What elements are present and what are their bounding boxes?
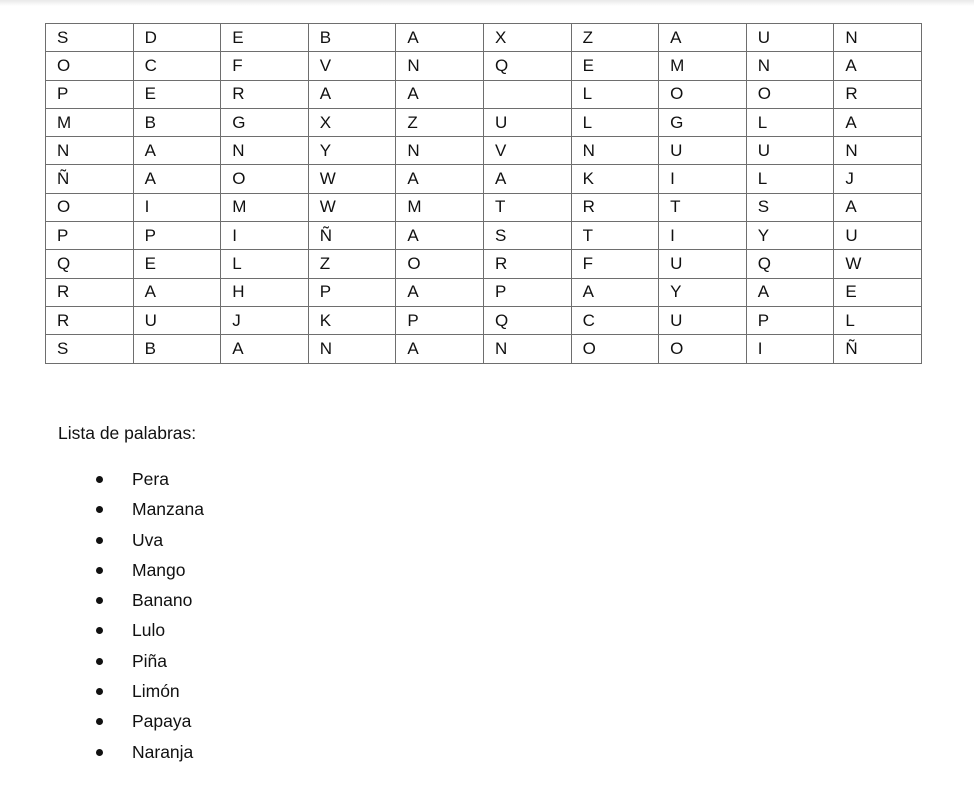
grid-cell: W xyxy=(308,193,396,221)
word-list-item-label: Piña xyxy=(132,650,168,671)
word-list-item xyxy=(92,585,204,615)
grid-cell: T xyxy=(483,193,571,221)
grid-cell: A xyxy=(834,52,922,80)
grid-cell: U xyxy=(659,137,747,165)
grid-cell: Y xyxy=(746,222,834,250)
grid-cell: Y xyxy=(308,137,396,165)
grid-cell: A xyxy=(133,165,221,193)
grid-cell: W xyxy=(834,250,922,278)
grid-cell: R xyxy=(46,306,134,334)
grid-cell: I xyxy=(746,335,834,363)
word-list-item xyxy=(92,525,204,555)
grid-cell: P xyxy=(746,306,834,334)
grid-cell: E xyxy=(133,80,221,108)
grid-cell: S xyxy=(483,222,571,250)
grid-cell: E xyxy=(133,250,221,278)
word-list-item xyxy=(92,555,204,585)
grid-cell: O xyxy=(746,80,834,108)
grid-cell: N xyxy=(221,137,309,165)
grid-row xyxy=(46,250,922,278)
grid-cell: A xyxy=(396,165,484,193)
grid-cell: H xyxy=(221,278,309,306)
grid-cell: X xyxy=(308,108,396,136)
grid-cell: B xyxy=(133,108,221,136)
grid-cell: I xyxy=(659,222,747,250)
grid-cell: O xyxy=(46,193,134,221)
grid-cell: A xyxy=(133,137,221,165)
word-list-item-label: Manzana xyxy=(132,499,204,520)
grid-cell: Z xyxy=(396,108,484,136)
grid-cell: W xyxy=(308,165,396,193)
grid-cell: P xyxy=(46,222,134,250)
grid-cell: S xyxy=(746,193,834,221)
grid-cell: X xyxy=(483,24,571,52)
grid-cell: L xyxy=(746,165,834,193)
grid-cell: Q xyxy=(746,250,834,278)
grid-cell: P xyxy=(133,222,221,250)
grid-cell: T xyxy=(571,222,659,250)
grid-cell: F xyxy=(571,250,659,278)
grid-cell: N xyxy=(396,137,484,165)
grid-cell xyxy=(483,80,571,108)
grid-cell: P xyxy=(46,80,134,108)
grid-cell: U xyxy=(483,108,571,136)
grid-row xyxy=(46,278,922,306)
word-list-item-label: Uva xyxy=(132,529,164,550)
bullet-icon xyxy=(96,506,103,513)
grid-row xyxy=(46,222,922,250)
grid-cell: G xyxy=(221,108,309,136)
grid-cell: C xyxy=(133,52,221,80)
grid-cell: E xyxy=(571,52,659,80)
grid-cell: A xyxy=(659,24,747,52)
grid-cell: O xyxy=(46,52,134,80)
grid-cell: N xyxy=(396,52,484,80)
grid-cell: Q xyxy=(483,306,571,334)
grid-cell: U xyxy=(746,137,834,165)
grid-cell: Y xyxy=(659,278,747,306)
word-list-item-label: Lulo xyxy=(132,620,166,641)
grid-cell: J xyxy=(221,306,309,334)
grid-cell: M xyxy=(659,52,747,80)
grid-cell: N xyxy=(308,335,396,363)
grid-cell: O xyxy=(221,165,309,193)
word-list-item-label: Mango xyxy=(132,559,186,580)
word-list-item xyxy=(92,706,204,736)
grid-cell: F xyxy=(221,52,309,80)
grid-cell: V xyxy=(308,52,396,80)
grid-cell: D xyxy=(133,24,221,52)
grid-cell: Ñ xyxy=(834,335,922,363)
word-list-item-label: Pera xyxy=(132,469,169,489)
page-top-edge xyxy=(0,0,974,6)
grid-cell: A xyxy=(308,80,396,108)
grid-row xyxy=(46,165,922,193)
grid-cell: B xyxy=(308,24,396,52)
grid-cell: A xyxy=(483,165,571,193)
grid-cell: U xyxy=(834,222,922,250)
word-list-item xyxy=(92,676,204,706)
word-list-item-label: Banano xyxy=(132,590,193,611)
grid-cell: Ñ xyxy=(308,222,396,250)
bullet-icon xyxy=(96,749,103,756)
grid-cell: P xyxy=(396,306,484,334)
word-list-item xyxy=(92,615,204,645)
bullet-icon xyxy=(96,688,103,695)
grid-cell: E xyxy=(834,278,922,306)
grid-cell: B xyxy=(133,335,221,363)
grid-cell: A xyxy=(396,222,484,250)
word-search-grid xyxy=(45,23,922,364)
word-list-item-label: Papaya xyxy=(132,711,192,732)
grid-cell: A xyxy=(133,278,221,306)
bullet-icon xyxy=(96,627,103,634)
grid-cell: C xyxy=(571,306,659,334)
grid-cell: Q xyxy=(483,52,571,80)
grid-cell: P xyxy=(308,278,396,306)
grid-cell: L xyxy=(221,250,309,278)
grid-cell: O xyxy=(571,335,659,363)
grid-cell: A xyxy=(746,278,834,306)
grid-cell: R xyxy=(221,80,309,108)
word-list-item xyxy=(92,494,204,524)
grid-cell: Ñ xyxy=(46,165,134,193)
grid-cell: N xyxy=(746,52,834,80)
grid-cell: A xyxy=(221,335,309,363)
grid-row xyxy=(46,108,922,136)
grid-cell: N xyxy=(571,137,659,165)
grid-cell: Z xyxy=(308,250,396,278)
grid-cell: N xyxy=(46,137,134,165)
grid-cell: O xyxy=(659,80,747,108)
grid-cell: I xyxy=(659,165,747,193)
word-search-grid-body xyxy=(46,24,922,364)
grid-cell: N xyxy=(483,335,571,363)
bullet-icon xyxy=(96,537,103,544)
word-list-item xyxy=(92,464,204,494)
grid-cell: U xyxy=(133,306,221,334)
grid-cell: R xyxy=(46,278,134,306)
grid-cell: O xyxy=(396,250,484,278)
grid-cell: M xyxy=(46,108,134,136)
bullet-icon xyxy=(96,476,103,483)
grid-row xyxy=(46,193,922,221)
grid-cell: M xyxy=(396,193,484,221)
grid-cell: Q xyxy=(46,250,134,278)
grid-cell: U xyxy=(659,250,747,278)
word-list-item xyxy=(92,737,204,767)
grid-cell: K xyxy=(308,306,396,334)
grid-cell: V xyxy=(483,137,571,165)
grid-row xyxy=(46,335,922,363)
grid-cell: A xyxy=(396,80,484,108)
grid-cell: N xyxy=(834,137,922,165)
grid-row xyxy=(46,52,922,80)
grid-cell: Z xyxy=(571,24,659,52)
grid-row xyxy=(46,24,922,52)
grid-cell: T xyxy=(659,193,747,221)
word-list-heading: Lista de palabras: xyxy=(58,423,197,443)
grid-cell: K xyxy=(571,165,659,193)
bullet-icon xyxy=(96,567,103,574)
grid-cell: L xyxy=(834,306,922,334)
word-list-item-label: Naranja xyxy=(132,741,194,762)
bullet-icon xyxy=(96,597,103,604)
grid-cell: A xyxy=(396,278,484,306)
grid-cell: A xyxy=(834,108,922,136)
grid-cell: N xyxy=(834,24,922,52)
grid-cell: L xyxy=(571,80,659,108)
grid-cell: R xyxy=(834,80,922,108)
grid-row xyxy=(46,80,922,108)
grid-cell: U xyxy=(659,306,747,334)
grid-cell: E xyxy=(221,24,309,52)
grid-cell: P xyxy=(483,278,571,306)
grid-row xyxy=(46,137,922,165)
grid-cell: A xyxy=(834,193,922,221)
grid-cell: J xyxy=(834,165,922,193)
grid-cell: L xyxy=(746,108,834,136)
word-list-item xyxy=(92,646,204,676)
grid-row xyxy=(46,306,922,334)
bullet-icon xyxy=(96,658,103,665)
grid-cell: O xyxy=(659,335,747,363)
grid-cell: U xyxy=(746,24,834,52)
grid-cell: I xyxy=(221,222,309,250)
grid-cell: R xyxy=(571,193,659,221)
grid-cell: S xyxy=(46,335,134,363)
grid-cell: A xyxy=(396,24,484,52)
grid-cell: S xyxy=(46,24,134,52)
bullet-icon xyxy=(96,718,103,725)
grid-cell: A xyxy=(396,335,484,363)
grid-cell: R xyxy=(483,250,571,278)
grid-cell: L xyxy=(571,108,659,136)
word-list xyxy=(92,464,204,767)
grid-cell: G xyxy=(659,108,747,136)
grid-cell: A xyxy=(571,278,659,306)
grid-cell: I xyxy=(133,193,221,221)
word-list-item-label: Limón xyxy=(132,681,180,702)
grid-cell: M xyxy=(221,193,309,221)
